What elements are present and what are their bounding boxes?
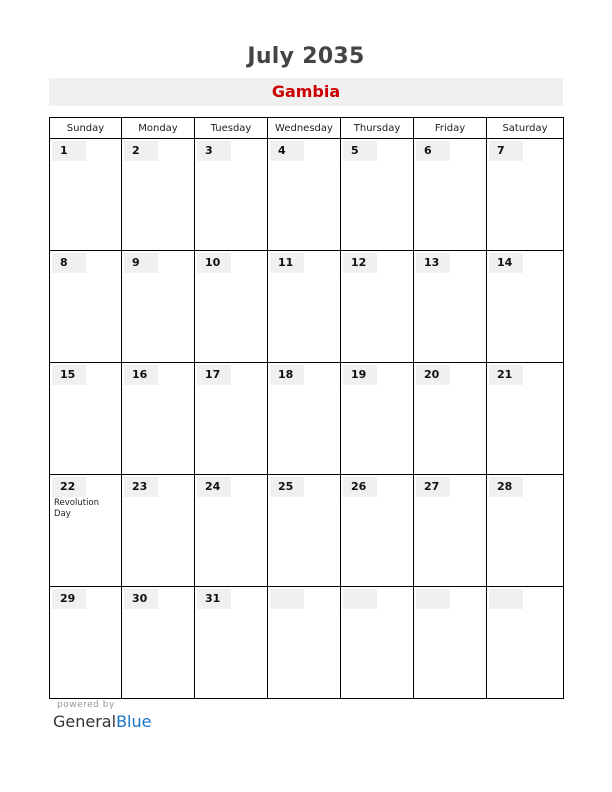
- day-number: 21: [489, 365, 523, 385]
- weekday-header-row: [50, 118, 564, 139]
- weekday-friday: Friday: [414, 118, 487, 139]
- week-row: [50, 251, 564, 363]
- day-number: [489, 589, 523, 609]
- day-cell[interactable]: [268, 363, 341, 475]
- day-cell[interactable]: [122, 139, 195, 251]
- day-cell[interactable]: [268, 251, 341, 363]
- day-number: 26: [343, 477, 377, 497]
- day-number: 7: [489, 141, 523, 161]
- weekday-tuesday: Tuesday: [195, 118, 268, 139]
- weekday-wednesday: Wednesday: [268, 118, 341, 139]
- day-number: 4: [270, 141, 304, 161]
- day-number: 19: [343, 365, 377, 385]
- day-number: 3: [197, 141, 231, 161]
- day-cell[interactable]: [50, 475, 122, 587]
- day-number: 10: [197, 253, 231, 273]
- calendar-title: July 2035: [247, 44, 365, 69]
- day-cell[interactable]: [268, 475, 341, 587]
- day-number: 20: [416, 365, 450, 385]
- day-cell[interactable]: [268, 587, 341, 699]
- day-number: 30: [124, 589, 158, 609]
- day-number: 6: [416, 141, 450, 161]
- day-cell[interactable]: [414, 475, 487, 587]
- day-cell[interactable]: [341, 251, 414, 363]
- day-cell[interactable]: [414, 587, 487, 699]
- weekday-saturday: Saturday: [487, 118, 564, 139]
- day-cell[interactable]: [50, 587, 122, 699]
- day-number: 17: [197, 365, 231, 385]
- day-cell[interactable]: [341, 587, 414, 699]
- country-name: Gambia: [271, 82, 341, 101]
- day-number: 22: [52, 477, 86, 497]
- week-row: [50, 139, 564, 251]
- day-cell[interactable]: [195, 587, 268, 699]
- day-cell[interactable]: [195, 251, 268, 363]
- day-number: [416, 589, 450, 609]
- day-number: 27: [416, 477, 450, 497]
- day-cell[interactable]: [487, 587, 564, 699]
- day-cell[interactable]: [414, 251, 487, 363]
- day-cell[interactable]: [195, 363, 268, 475]
- day-number: [270, 589, 304, 609]
- day-number: 23: [124, 477, 158, 497]
- day-number: 29: [52, 589, 86, 609]
- day-cell[interactable]: [487, 363, 564, 475]
- generalblue-logo[interactable]: [53, 712, 151, 731]
- day-number: 31: [197, 589, 231, 609]
- day-cell[interactable]: [487, 251, 564, 363]
- brand-blue: Blue: [116, 712, 152, 731]
- day-cell[interactable]: [122, 251, 195, 363]
- day-cell[interactable]: [195, 139, 268, 251]
- day-cell[interactable]: [50, 251, 122, 363]
- day-number: 11: [270, 253, 304, 273]
- day-cell[interactable]: [341, 475, 414, 587]
- day-number: 5: [343, 141, 377, 161]
- day-number: 16: [124, 365, 158, 385]
- day-cell[interactable]: [50, 363, 122, 475]
- day-cell[interactable]: [50, 139, 122, 251]
- day-cell[interactable]: [195, 475, 268, 587]
- day-number: 15: [52, 365, 86, 385]
- day-number: 28: [489, 477, 523, 497]
- day-number: 8: [52, 253, 86, 273]
- weekday-thursday: Thursday: [341, 118, 414, 139]
- day-cell[interactable]: [487, 139, 564, 251]
- day-cell[interactable]: [122, 587, 195, 699]
- brand-general: General: [53, 712, 117, 731]
- day-number: 2: [124, 141, 158, 161]
- calendar-body: [50, 139, 564, 699]
- day-number: 25: [270, 477, 304, 497]
- day-number: 13: [416, 253, 450, 273]
- holiday-label: Revolution Day: [54, 498, 100, 519]
- day-number: [343, 589, 377, 609]
- week-row: [50, 587, 564, 699]
- calendar-grid: [49, 117, 564, 699]
- day-number: 12: [343, 253, 377, 273]
- country-banner: [49, 78, 563, 106]
- weekday-monday: Monday: [122, 118, 195, 139]
- powered-by-label: powered by: [57, 700, 115, 710]
- day-cell[interactable]: [414, 139, 487, 251]
- week-row: [50, 475, 564, 587]
- day-number: 18: [270, 365, 304, 385]
- day-cell[interactable]: [487, 475, 564, 587]
- day-cell[interactable]: [341, 363, 414, 475]
- weekday-sunday: Sunday: [50, 118, 122, 139]
- day-number: 9: [124, 253, 158, 273]
- week-row: [50, 363, 564, 475]
- day-number: 1: [52, 141, 86, 161]
- day-number: 24: [197, 477, 231, 497]
- day-number: 14: [489, 253, 523, 273]
- day-cell[interactable]: [414, 363, 487, 475]
- day-cell[interactable]: [268, 139, 341, 251]
- day-cell[interactable]: [341, 139, 414, 251]
- day-cell[interactable]: [122, 363, 195, 475]
- day-cell[interactable]: [122, 475, 195, 587]
